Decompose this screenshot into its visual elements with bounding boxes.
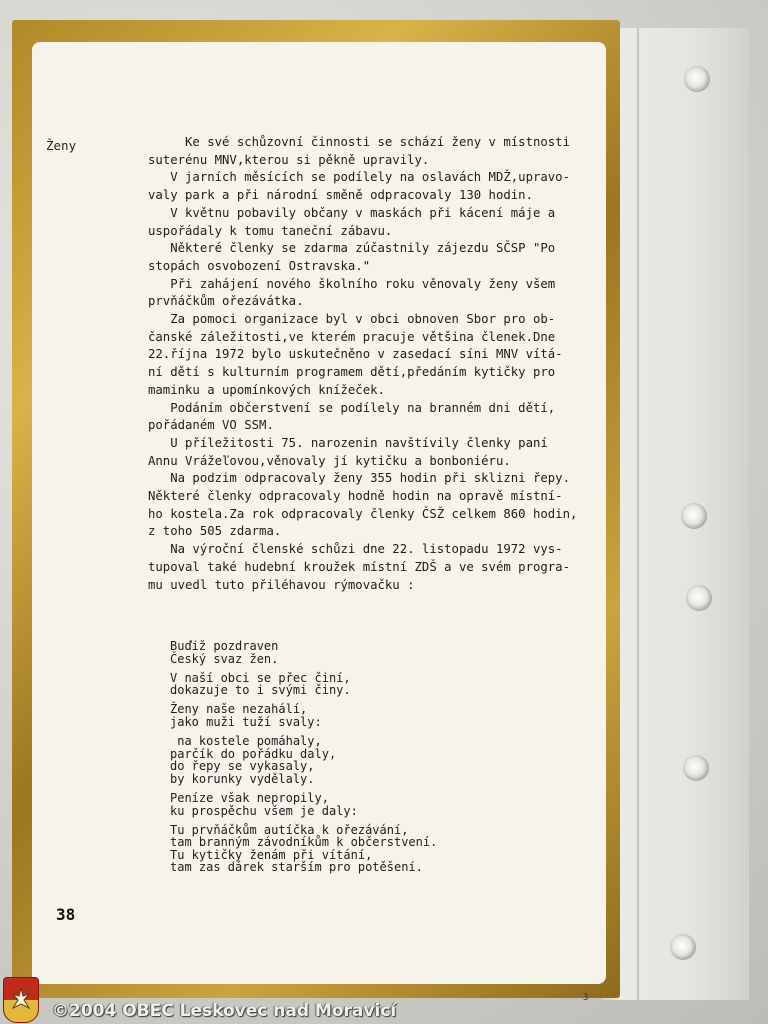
paragraph: Podáním občerstvení se podílely na branném dni dětí, pořádaném VO SSM. xyxy=(148,400,556,433)
poem-stanza: Buďiž pozdraven Český svaz žen. xyxy=(170,639,279,666)
punch-hole-icon xyxy=(683,755,709,781)
page-number: 38 xyxy=(56,905,76,924)
paragraph: Při zahájení nového školního roku věnovaly ženy všem prvňáčkům ořezávátka. xyxy=(148,276,556,309)
binder-sheet xyxy=(600,28,749,1000)
poem xyxy=(170,640,490,881)
poem-stanza: V naší obci se přec činí, dokazuje to i svými činy. xyxy=(170,670,351,698)
corner-mark: 3 xyxy=(583,993,589,1003)
paragraph: Některé členky se zdarma zúčastnily zájezdu SČSP "Po stopách osvobození Ostravska." xyxy=(148,241,556,273)
poem-stanza: Ženy naše nezahálí, jako muži tuží svaly: xyxy=(170,702,322,729)
poem-stanza: Tu prvňáčkům autíčka k ořezávání, tam branným závodníkům k občerstvení. Tu kytičky ženám při vítání, tam zas dárek starším pro potěšení. xyxy=(170,822,438,875)
punch-hole-icon xyxy=(686,585,712,611)
poem-stanza: na kostele pomáhaly, parčík do pořádku daly, do řepy se vykasaly, by korunky vydělaly. xyxy=(170,734,337,786)
coat-of-arms-icon xyxy=(3,977,39,1023)
paragraph: Ke své schůzovní činnosti se schází ženy v místnosti suterénu MNV,kterou si pěkně upravily. xyxy=(148,135,570,167)
section-label: Ženy xyxy=(46,138,77,153)
punch-hole-icon xyxy=(670,934,696,960)
paragraph: V květnu pobavily občany v maskách při kácení máje a uspořádaly k tomu taneční zábavu. xyxy=(148,205,556,238)
paragraph: V jarních měsících se podílely na oslavách MDŽ,upravo- valy park a při národní směně odpracovaly 130 hodin. xyxy=(148,170,570,203)
punch-hole-icon xyxy=(681,503,707,529)
binder-fold xyxy=(637,28,639,1000)
poem-stanza: Peníze však nepropily, ku prospěchu všem je daly: xyxy=(170,790,358,818)
copyright-footer: ©2004 OBEC Leskovec nad Moravicí xyxy=(52,1001,397,1021)
paragraph: U příležitosti 75. narozenin navštívily členky paní Annu Vrážeľovou,věnovaly jí kytičku a bonboniéru. xyxy=(148,435,548,468)
paragraph: Na výroční členské schůzi dne 22. listopadu 1972 vys- tupoval také hudební kroužek místní ZDŠ a ve svém progra- mu uvedl tuto přiléhavou rýmovačku : xyxy=(148,542,570,592)
punch-hole-icon xyxy=(684,66,710,92)
paragraph: Za pomoci organizace byl v obci obnoven Sbor pro ob- čanské záležitosti,ve kterém pracuje většina členek.Dne 22.října 1972 bylo uskutečněno v zasedací síni MNV vítá- ní dětí s kulturním programem dětí,předáním kytičky pro maminku a upomínkových knížeček. xyxy=(148,312,563,397)
document-body xyxy=(148,134,608,594)
paragraph: Na podzim odpracovaly ženy 355 hodin při sklizni řepy. Některé členky odpracovaly hodně hodin na opravě místní- ho kostela.Za rok odpracovaly členky ČSŽ celkem 860 hodin, z toho 505 zdarma. xyxy=(148,471,578,539)
